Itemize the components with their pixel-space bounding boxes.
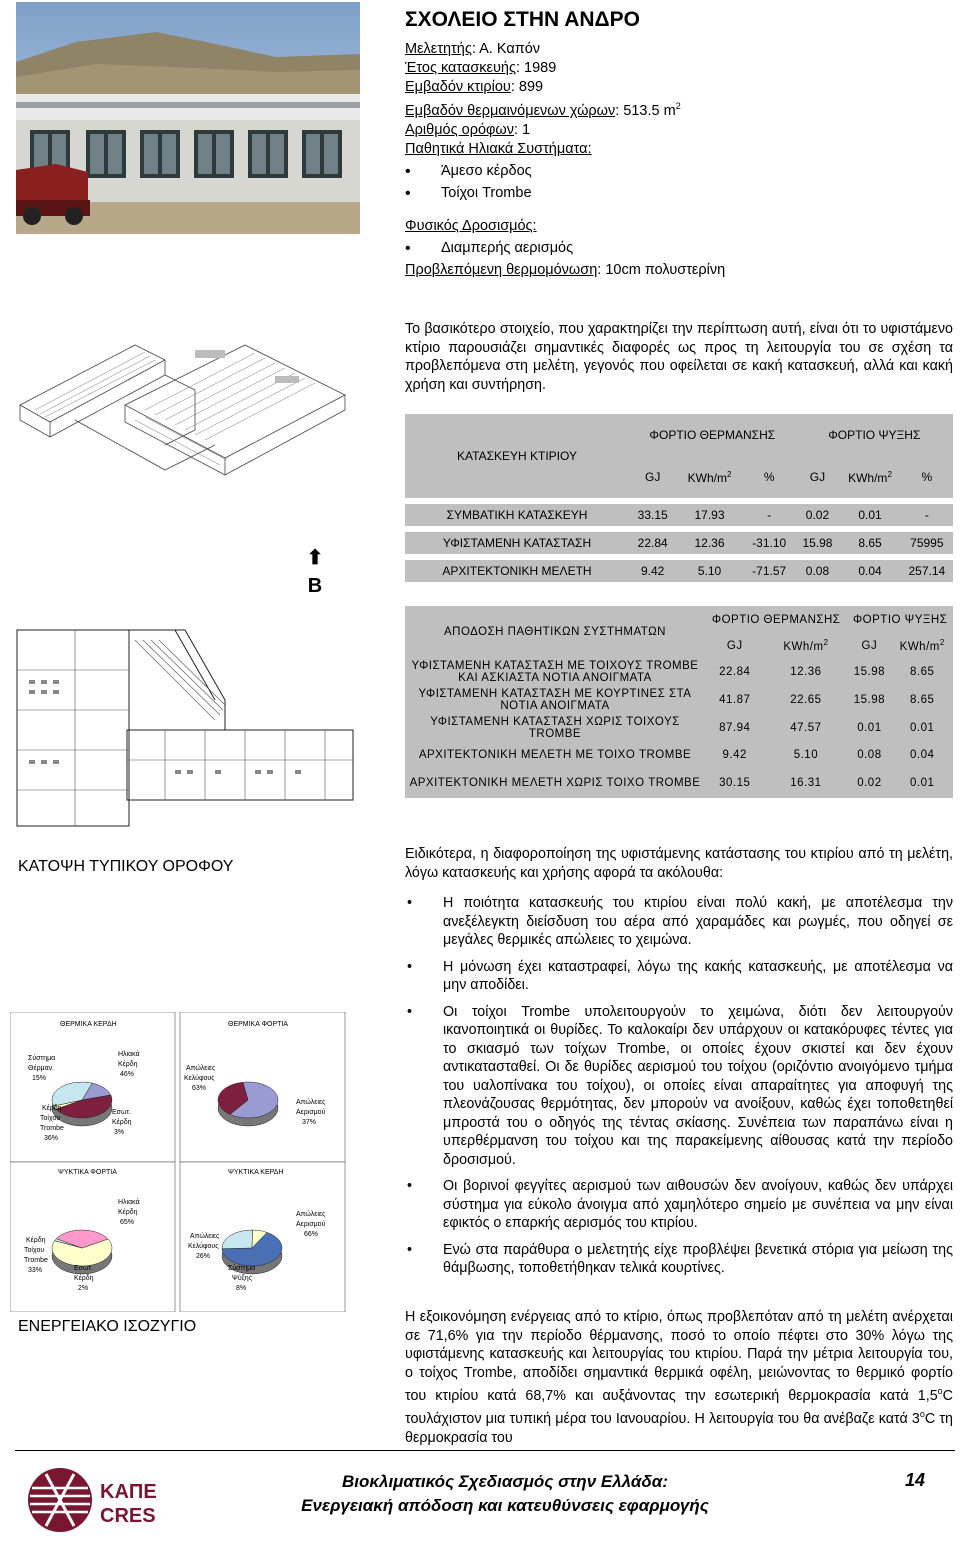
slice-label: Ηλιακά <box>118 1051 140 1058</box>
table-cell: 15.98 <box>796 532 840 554</box>
slice-label: Σύστημα <box>28 1055 56 1062</box>
unit-cell <box>839 456 900 498</box>
slice-label: 15% <box>32 1075 47 1082</box>
load-table-corner: ΚΑΤΑΣΚΕΥΗ ΚΤΙΡΙΟΥ <box>405 414 629 498</box>
table-row <box>405 742 953 768</box>
table-cell: 30.15 <box>705 768 764 798</box>
footer-line1: Βιοκλιματικός Σχεδιασμός στην Ελλάδα: <box>341 1472 668 1491</box>
slice-label: Απώλειες <box>296 1211 326 1218</box>
slice-label: 65% <box>120 1219 135 1226</box>
details-bullet: • Η μόνωση έχει καταστραφεί, λόγω της κακής κατασκευής, με αποτέλεσμα να μην αποδίδει. <box>405 958 953 995</box>
table-cell: 0.01 <box>847 714 891 742</box>
chart-title: ΨΥΚΤΙΚΑ ΚΕΡΔΗ <box>228 1169 284 1176</box>
slice-label: Τοίχου <box>24 1247 45 1254</box>
slice-label: Trombe <box>40 1125 64 1132</box>
heated-area-value: : 513.5 m <box>615 102 676 119</box>
table-row <box>405 532 953 554</box>
table-cell: 17.93 <box>676 504 742 526</box>
area-value: : 899 <box>510 79 544 95</box>
year-label: Έτος κατασκευής <box>405 60 516 76</box>
area-label: Εμβαδόν κτιρίου <box>405 79 511 95</box>
slice-label: 63% <box>192 1085 207 1092</box>
details-section <box>405 845 953 1278</box>
intro-paragraph: Το βασικότερο στοιχείο, που χαρακτηρίζει την περίπτωση αυτή, είναι ότι το υφιστάμενο κτίριο παρουσιάζει σημαντικές διαφορές ως προς τη λειτουργία του σε σχέση τα προβλεπόμενα στη μελέτη, γεγονός που οφείλεται σε κακή κατασκευή, αλλά και κακή χρήση και συντήρηση. <box>405 321 953 393</box>
designer-value: : Α. Καπόν <box>471 41 541 57</box>
arrow-up-icon: ⬆ <box>306 547 324 569</box>
conclusion-text: C τη θερμοκρασία του <box>405 1411 953 1446</box>
table-cell: 47.57 <box>764 714 847 742</box>
slice-label: Κέρδη <box>118 1061 138 1068</box>
designer-row <box>405 40 725 59</box>
unit-text: KWh/m <box>899 641 940 654</box>
table-row <box>405 714 953 742</box>
slice-label: Αερισμού <box>296 1109 326 1116</box>
slice-label: 37% <box>302 1119 317 1126</box>
load-table <box>405 414 953 582</box>
passive-item: • Τοίχοι Trombe <box>405 184 725 203</box>
load-table-header <box>405 414 953 456</box>
details-bullet: • Οι τοίχοι Trombe υπολειτουργούν το χειμώνα, διότι δεν λειτουργούν ικανοποιητικά οι θυρίδες. Το καλοκαίρι δεν υπάρχουν οι κατακόρυφες τέντες για το σκιασμό των τοίχων Trombe, οι οποίες έχουν σκιστεί και δεν έχουν αντικατασταθεί. Οι δε θυρίδες αερισμού του τοίχου (οριζόντιο ανοιγόμενο τμήμα του υαλοπίνακα του τοίχου), οι οποίες είναι απαραίτητες για αποφυγή της πλεονάζουσας θερμότητας, δεν μπορούν να ανοίξουν, καθώς έχει τοποθετηθεί μπροστά του ο οδηγός της τέντας σκίασης. Συνέπεια των παραπάνω είναι η υπερθέρμανση του τοίχου και της παρακείμενης αίθουσας κατά την περίοδο δροσισμού. <box>405 1003 953 1170</box>
slice-label: Σύστημα <box>228 1265 256 1272</box>
unit-cell <box>764 634 847 658</box>
row-label: ΥΦΙΣΤΑΜΕΝΗ ΚΑΤΑΣΤΑΣΗ ΜΕ ΚΟΥΡΤΙΝΕΣ ΣΤΑ ΝΟΤΙΑ ΑΝΟΙΓΜΑΤΑ <box>405 686 705 714</box>
unit-text: KWh/m <box>848 470 888 485</box>
conclusion-text: C τουλάχιστον μια τυπική μέρα του Ιανουαρίου. Η λειτουργία του θα ανέβαζε κατά 3 <box>405 1387 953 1428</box>
table-cell: 15.98 <box>847 658 891 686</box>
details-bullet: • Η ποιότητα κατασκευής του κτιρίου είναι πολύ κακή, με αποτέλεσμα την ανεξέλεγκτη διείσδυση του αέρα από χαραμάδες και ρωγμές, που οδηγεί σε μεγάλες θερμικές απώλειες το χειμώνα. <box>405 894 953 950</box>
degree-sup: o <box>919 1409 925 1420</box>
table-cell: 87.94 <box>705 714 764 742</box>
row-label: ΑΡΧΙΤΕΚΤΟΝΙΚΗ ΜΕΛΕΤΗ ΧΩΡΙΣ ΤΟΙΧΟ TROMBE <box>405 768 705 798</box>
table-cell: -71.57 <box>743 560 796 582</box>
passive-item: • Άμεσο κέρδος <box>405 162 725 181</box>
slice-label: Απώλειες <box>296 1099 326 1106</box>
school-photo <box>16 2 360 234</box>
heating-load-header: ΦΟΡΤΙΟ ΘΕΡΜΑΝΣΗΣ <box>705 606 847 634</box>
project-info <box>405 40 725 280</box>
year-row <box>405 59 725 78</box>
passive-systems-table <box>405 606 953 798</box>
table-cell: 0.02 <box>847 768 891 798</box>
slice-label: Κέρδη <box>26 1237 46 1244</box>
table-row <box>405 504 953 526</box>
area-row <box>405 78 725 97</box>
logo-bottom-text: CRES <box>100 1505 156 1527</box>
heated-area-sup: 2 <box>675 101 681 111</box>
unit-sup: 2 <box>939 638 945 648</box>
insulation-row <box>405 261 725 280</box>
cooling-load-header: ΦΟΡΤΙΟ ΨΥΞΗΣ <box>796 414 953 456</box>
slice-label: 3% <box>114 1129 125 1136</box>
unit-cell: GJ <box>629 456 676 498</box>
north-arrow <box>300 548 330 596</box>
slice-label: Απώλειες <box>190 1233 220 1240</box>
balance-caption: ΕΝΕΡΓΕΙΑΚΟ ΙΣΟΖΥΓΙΟ <box>18 1318 197 1335</box>
unit-cell: % <box>901 456 953 498</box>
details-bullet: • Οι βορινοί φεγγίτες αερισμού των αιθουσών δεν ανοίγουν, καθώς δεν υπάρχει σύστημα για εύκολο άνοιγμα από χαμηλότερο σημείο με συνέπεια να μην είναι εφικτός ο επαρκής αερισμός του κτιρίου. <box>405 1177 953 1233</box>
row-label: ΥΦΙΣΤΑΜΕΝΗ ΚΑΤΑΣΤΑΣΗ <box>405 532 629 554</box>
table-row <box>405 658 953 686</box>
row-label: ΣΥΜΒΑΤΙΚΗ ΚΑΤΑΣΚΕΥΗ <box>405 504 629 526</box>
cooling-item: • Διαμπερής αερισμός <box>405 239 725 258</box>
table-cell: 9.42 <box>629 560 676 582</box>
passive-systems-label: Παθητικά Ηλιακά Συστήματα: <box>405 140 592 157</box>
row-label: ΑΡΧΙΤΕΚΤΟΝΙΚΗ ΜΕΛΕΤΗ ΜΕ ΤΟΙΧΟ TROMBE <box>405 742 705 768</box>
chart-title: ΨΥΚΤΙΚΑ ΦΟΡΤΙΑ <box>58 1169 117 1176</box>
table-cell: 0.08 <box>847 742 891 768</box>
table-cell: 8.65 <box>891 686 953 714</box>
slice-label: 26% <box>196 1253 211 1260</box>
table-cell: - <box>743 504 796 526</box>
cres-logo <box>22 1460 167 1538</box>
unit-sup: 2 <box>887 469 892 479</box>
table-cell: 0.04 <box>891 742 953 768</box>
row-label: ΑΡΧΙΤΕΚΤΟΝΙΚΗ ΜΕΛΕΤΗ <box>405 560 629 582</box>
pie-chart-thermal-loads <box>218 1082 278 1126</box>
details-intro: Ειδικότερα, η διαφοροποίηση της υφιστάμενης κατάστασης του κτιρίου από τη μελέτη, λόγω κατασκευής και χρήσης αφορά τα ακόλουθα: <box>405 846 953 881</box>
table-cell: 5.10 <box>676 560 742 582</box>
slice-label: Κέρδη <box>118 1209 138 1216</box>
floors-row <box>405 121 725 140</box>
floor-plan <box>15 610 355 844</box>
table-cell: 0.02 <box>796 504 840 526</box>
table-cell: 12.36 <box>676 532 742 554</box>
logo-top-text: ΚΑΠΕ <box>100 1481 157 1503</box>
passive-systems-row <box>405 140 725 159</box>
unit-sup: 2 <box>823 638 829 648</box>
cooling-row <box>405 217 725 236</box>
table-cell: 9.42 <box>705 742 764 768</box>
table-cell: 8.65 <box>891 658 953 686</box>
table-row <box>405 686 953 714</box>
row-label: ΥΦΙΣΤΑΜΕΝΗ ΚΑΤΑΣΤΑΣΗ ΜΕ ΤΟΙΧΟΥΣ TROMBE ΚΑΙ ΑΣΚΙΑΣΤΑ ΝΟΤΙΑ ΑΝΟΙΓΜΑΤΑ <box>405 658 705 686</box>
slice-label: Ψύξης <box>232 1275 253 1282</box>
table-cell: 22.65 <box>764 686 847 714</box>
unit-text: KWh/m <box>687 470 727 485</box>
energy-balance-charts <box>10 1012 350 1312</box>
designer-label: Μελετητής <box>405 41 472 57</box>
insulation-label: Προβλεπόμενη θερμομόνωση <box>405 261 598 278</box>
unit-cell: GJ <box>796 456 840 498</box>
floors-value: : 1 <box>514 121 531 138</box>
chart-title: ΘΕΡΜΙΚΑ ΦΟΡΤΙΑ <box>228 1021 289 1028</box>
table-cell: 0.04 <box>839 560 900 582</box>
table-cell: 5.10 <box>764 742 847 768</box>
slice-label: Εσωτ. <box>74 1265 94 1272</box>
cooling-load-header: ΦΟΡΤΙΟ ΨΥΞΗΣ <box>847 606 953 634</box>
table-cell: 16.31 <box>764 768 847 798</box>
footer-title <box>290 1470 720 1518</box>
slice-label: Αερισμού <box>296 1221 326 1228</box>
slice-label: Ηλιακά <box>118 1199 140 1206</box>
unit-text: KWh/m <box>783 641 824 654</box>
slice-label: 46% <box>120 1071 135 1078</box>
table-cell: 0.08 <box>796 560 840 582</box>
conclusion-text: Η εξοικονόμηση ενέργειας από το κτίριο, όπως προβλεπόταν από τη μελέτη ανέρχεται σε 71,6% για την περίοδο θέρμανσης, ποσό το οποίο πέφτει στο 30% λόγω της υφιστάμενης κατασκευής και λειτουργίας του κτιρίου. Παρά την μέτρια λειτουργία του, ο τοίχος Trombe, αποδίδει σημαντικά θερμικά οφέλη, μειώνοντας το θερμικό φορτίο του κτιρίου κατά 68,7% και αυξάνοντας την εσωτερική θερμοκρασία κατά 1,5 <box>405 1309 953 1404</box>
table-cell: 12.36 <box>764 658 847 686</box>
floors-label: Αριθμός ορόφων <box>405 121 514 138</box>
unit-cell: GJ <box>705 634 764 658</box>
passive-table-header <box>405 606 953 634</box>
insulation-value: : 10cm πολυστερίνη <box>597 261 726 278</box>
slice-label: Trombe <box>24 1257 48 1264</box>
table-cell: 15.98 <box>847 686 891 714</box>
slice-label: Κελύφους <box>188 1243 219 1250</box>
table-row <box>405 768 953 798</box>
north-letter: Β <box>307 575 323 597</box>
year-value: : 1989 <box>515 60 557 76</box>
slice-label: 66% <box>304 1231 319 1238</box>
slice-label: Τοίχου <box>40 1115 61 1122</box>
slice-label: Κελύφους <box>184 1075 215 1082</box>
passive-table-corner: ΑΠΟΔΟΣΗ ΠΑΘΗΤΙΚΩΝ ΣΥΣΤΗΜΑΤΩΝ <box>405 606 705 658</box>
slice-label: 33% <box>28 1267 43 1274</box>
table-cell: 0.01 <box>891 714 953 742</box>
table-cell: -31.10 <box>743 532 796 554</box>
unit-sup: 2 <box>726 469 732 479</box>
row-label: ΥΦΙΣΤΑΜΕΝΗ ΚΑΤΑΣΤΑΣΗ ΧΩΡΙΣ ΤΟΙΧΟΥΣ TROMBE <box>405 714 705 742</box>
slice-label: 8% <box>236 1285 247 1292</box>
table-cell: 257.14 <box>901 560 953 582</box>
plan-caption: ΚΑΤΟΨΗ ΤΥΠΙΚΟΥ ΟΡΟΦΟΥ <box>18 858 234 875</box>
table-cell: 0.01 <box>891 768 953 798</box>
chart-title: ΘΕΡΜΙΚΑ ΚΕΡΔΗ <box>60 1021 117 1028</box>
slice-label: Εσωτ. <box>112 1109 132 1116</box>
slice-label: Κέρδη <box>112 1119 132 1126</box>
unit-cell <box>891 634 953 658</box>
table-cell: - <box>901 504 953 526</box>
heated-area-label: Εμβαδόν θερμαινόμενων χώρων <box>405 102 616 119</box>
slice-label: 2% <box>78 1285 89 1292</box>
unit-cell <box>676 456 742 498</box>
footer-line2: Ενεργειακή απόδοση και κατευθύνσεις εφαρμογής <box>301 1496 709 1515</box>
axonometric-drawing <box>15 310 358 502</box>
heated-area-row <box>405 97 725 121</box>
conclusion-paragraph <box>405 1308 953 1447</box>
table-row <box>405 560 953 582</box>
unit-cell: % <box>743 456 796 498</box>
cooling-label: Φυσικός Δροσισμός: <box>405 217 537 234</box>
slice-label: Κέρδη <box>42 1105 62 1112</box>
footer-divider <box>15 1450 955 1451</box>
slice-label: Κέρδη <box>74 1275 94 1282</box>
table-cell: 8.65 <box>839 532 900 554</box>
heating-load-header: ΦΟΡΤΙΟ ΘΕΡΜΑΝΣΗΣ <box>629 414 796 456</box>
unit-cell: GJ <box>847 634 891 658</box>
table-cell: 0.01 <box>839 504 900 526</box>
table-cell: 22.84 <box>705 658 764 686</box>
slice-label: Απώλειες <box>186 1065 216 1072</box>
table-cell: 41.87 <box>705 686 764 714</box>
details-bullet: • Ενώ στα παράθυρα ο μελετητής είχε προβλέψει βενετικά στόρια για μείωση της θάμβωσης, τοποθετήθηκαν τελικά κουρτίνες. <box>405 1241 953 1278</box>
page-title: ΣΧΟΛΕΙΟ ΣΤΗΝ ΑΝΔΡΟ <box>405 8 640 31</box>
slice-label: 36% <box>44 1135 59 1142</box>
page-number: 14 <box>905 1470 926 1490</box>
degree-sup: o <box>937 1386 943 1396</box>
table-cell: 75995 <box>901 532 953 554</box>
table-cell: 33.15 <box>629 504 676 526</box>
table-cell: 22.84 <box>629 532 676 554</box>
slice-label: Θέρμαν. <box>28 1065 55 1072</box>
pie-chart-thermal-gains <box>52 1082 112 1126</box>
